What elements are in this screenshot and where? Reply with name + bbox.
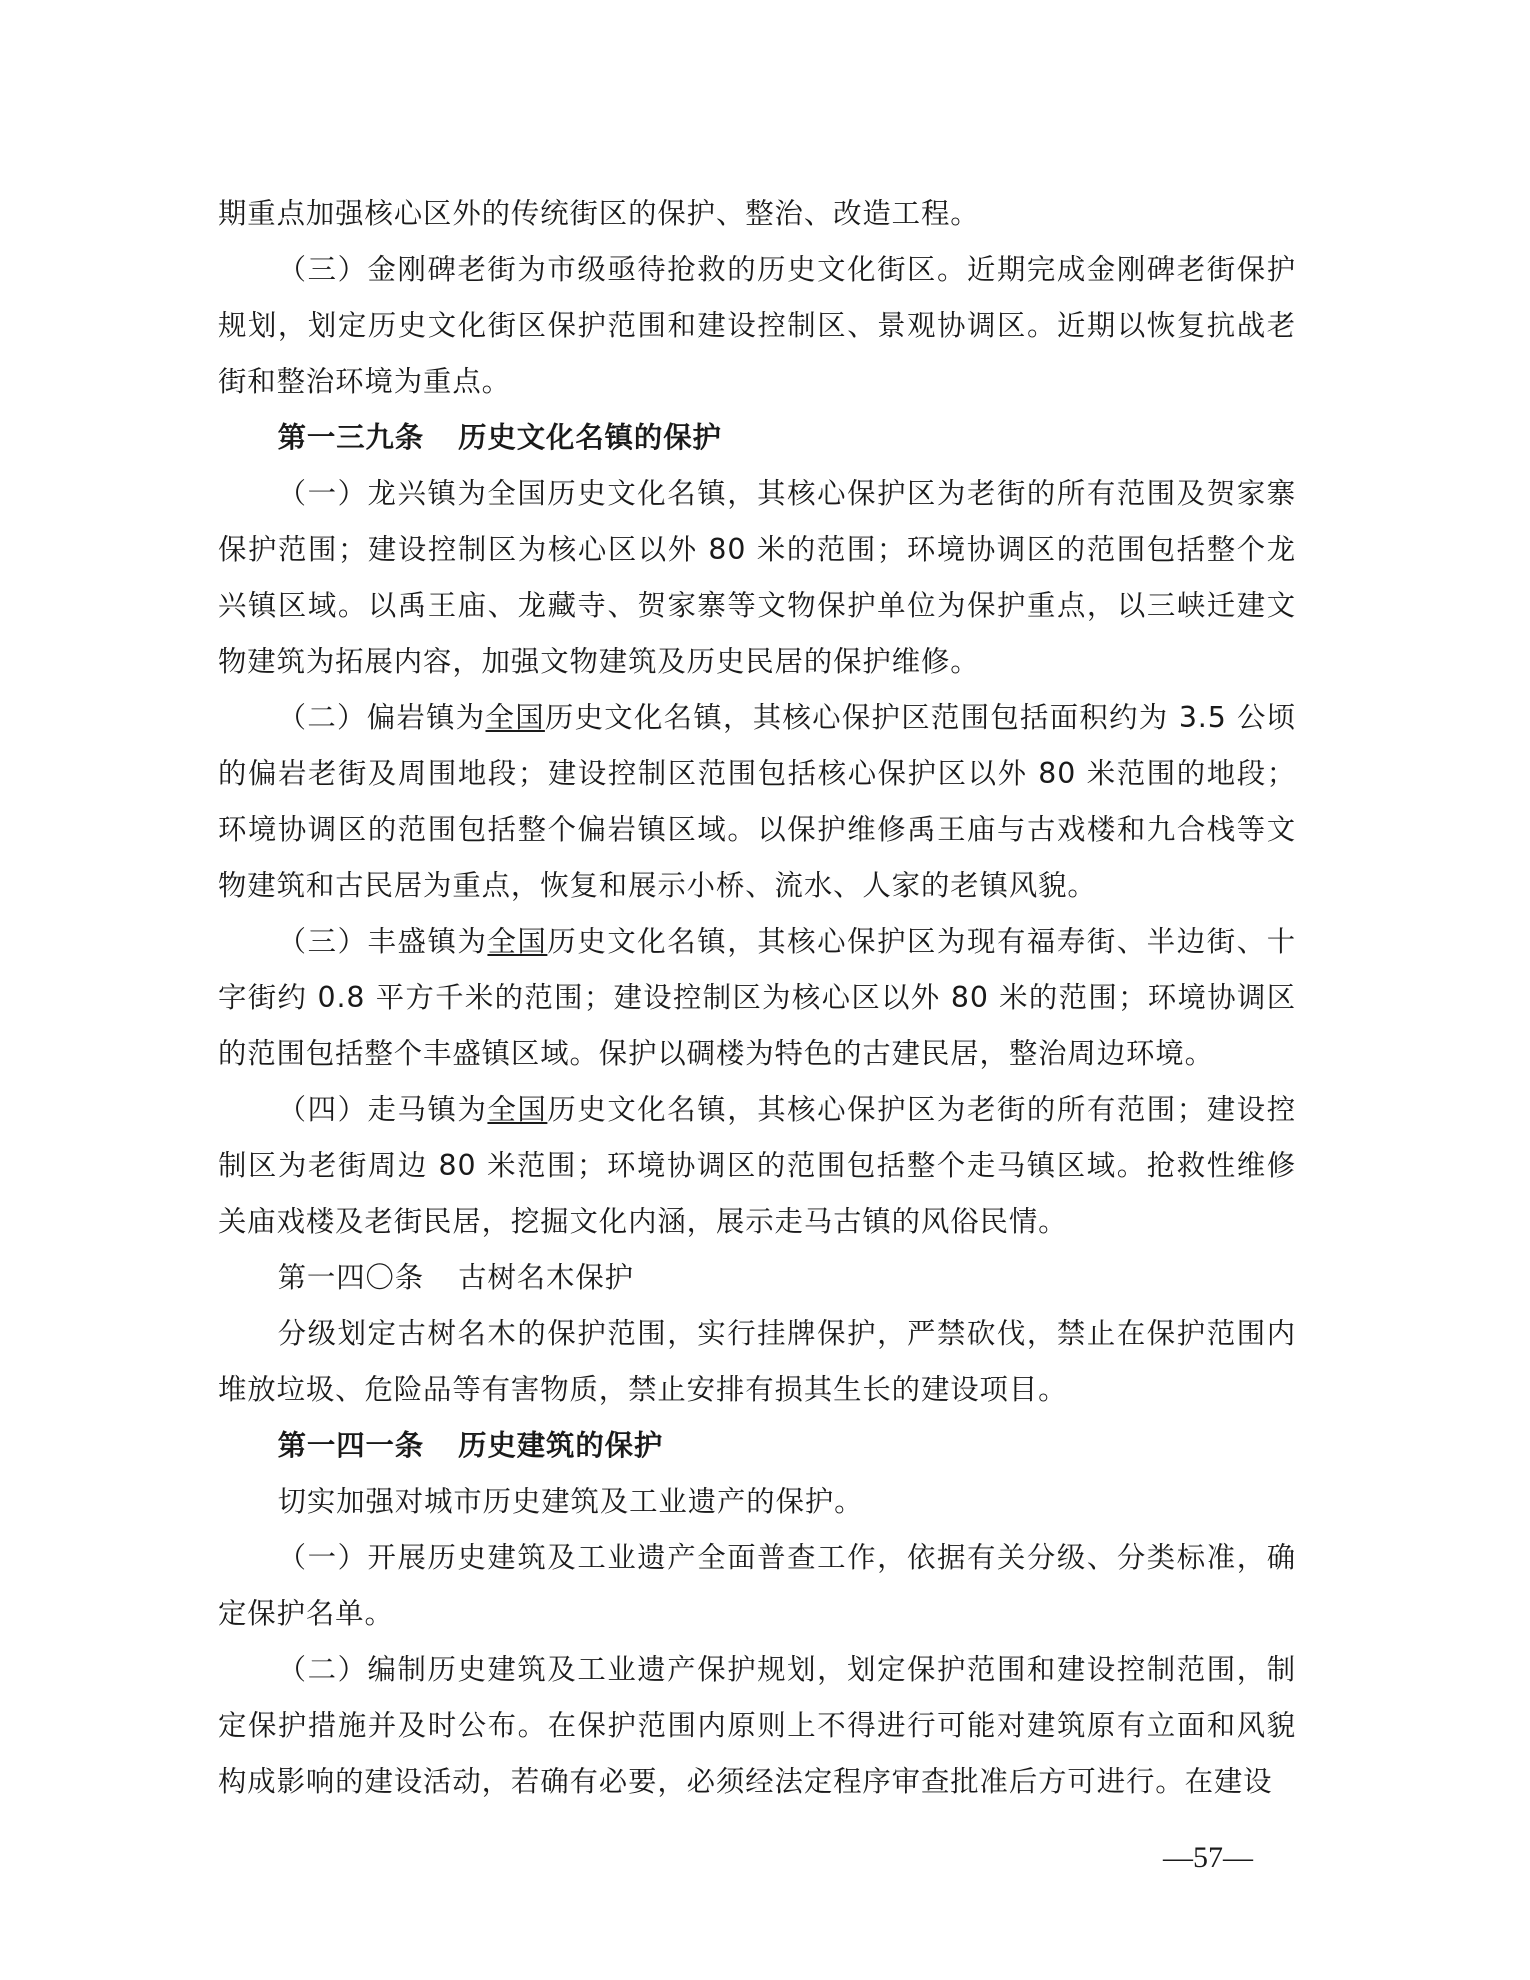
paragraph: 分级划定古树名木的保护范围，实行挂牌保护，严禁砍伐，禁止在保护范围内堆放垃圾、危险品等有害物质，禁止安排有损其生长的建设项目。 bbox=[218, 1317, 1296, 1406]
article-number: 第一四一条 bbox=[277, 1429, 425, 1462]
article-title: 古树名木保护 bbox=[458, 1261, 634, 1294]
underlined-text: 全国 bbox=[485, 701, 545, 734]
document-body bbox=[218, 186, 1296, 1810]
article-heading bbox=[218, 1250, 1296, 1306]
paragraph-text: （三）丰盛镇为 bbox=[277, 925, 488, 958]
paragraph-text: 历史文化名镇，其核心保护区为现有福寿街、半边街、十字街约 0.8 平方千米的范围；建设控制区为核心区以外 80 米的范围；环境协调区的范围包括整个丰盛镇区域。保护以碉楼为特色的古建民居，整治周边环境。 bbox=[218, 925, 1296, 1070]
paragraph bbox=[218, 690, 1296, 914]
paragraph: （三）金刚碑老街为市级亟待抢救的历史文化街区。近期完成金刚碑老街保护规划，划定历史文化街区保护范围和建设控制区、景观协调区。近期以恢复抗战老街和整治环境为重点。 bbox=[218, 253, 1296, 398]
paragraph-text: （二）偏岩镇为 bbox=[277, 701, 486, 734]
page-number: —57— bbox=[1163, 1841, 1253, 1874]
paragraph-text: 历史文化名镇，其核心保护区范围包括面积约为 3.5 公顷的偏岩老街及周围地段；建设控制区范围包括核心保护区以外 80 米范围的地段；环境协调区的范围包括整个偏岩镇区域。以保护维修禹王庙与古戏楼和九合栈等文物建筑和古民居为重点，恢复和展示小桥、流水、人家的老镇风貌。 bbox=[218, 701, 1296, 902]
paragraph: 期重点加强核心区外的传统街区的保护、整治、改造工程。 bbox=[218, 197, 980, 230]
paragraph bbox=[218, 1082, 1296, 1250]
article-heading bbox=[218, 410, 1296, 466]
article-number: 第一三九条 bbox=[277, 421, 425, 454]
paragraph: 切实加强对城市历史建筑及工业遗产的保护。 bbox=[277, 1485, 864, 1518]
article-title: 历史建筑的保护 bbox=[458, 1429, 664, 1462]
paragraph: （一）龙兴镇为全国历史文化名镇，其核心保护区为老街的所有范围及贺家寨保护范围；建设控制区为核心区以外 80 米的范围；环境协调区的范围包括整个龙兴镇区域。以禹王庙、龙藏寺、贺家寨等文物保护单位为保护重点，以三峡迁建文物建筑为拓展内容，加强文物建筑及历史民居的保护维修。 bbox=[218, 477, 1296, 678]
article-title: 历史文化名镇的保护 bbox=[458, 421, 722, 454]
paragraph: （二）编制历史建筑及工业遗产保护规划，划定保护范围和建设控制范围，制定保护措施并及时公布。在保护范围内原则上不得进行可能对建筑原有立面和风貌构成影响的建设活动，若确有必要，必须经法定程序审查批准后方可进行。在建设 bbox=[218, 1653, 1296, 1798]
article-number: 第一四〇条 bbox=[277, 1261, 425, 1294]
article-heading bbox=[218, 1418, 1296, 1474]
paragraph-text: （四）走马镇为 bbox=[277, 1093, 488, 1126]
underlined-text: 全国 bbox=[487, 925, 548, 958]
paragraph bbox=[218, 914, 1296, 1082]
paragraph: （一）开展历史建筑及工业遗产全面普查工作，依据有关分级、分类标准，确定保护名单。 bbox=[218, 1541, 1296, 1630]
underlined-text: 全国 bbox=[487, 1093, 548, 1126]
paragraph-text: 历史文化名镇，其核心保护区为老街的所有范围；建设控制区为老街周边 80 米范围；环境协调区的范围包括整个走马镇区域。抢救性维修关庙戏楼及老街民居，挖掘文化内涵，展示走马古镇的风俗民情。 bbox=[218, 1093, 1296, 1238]
